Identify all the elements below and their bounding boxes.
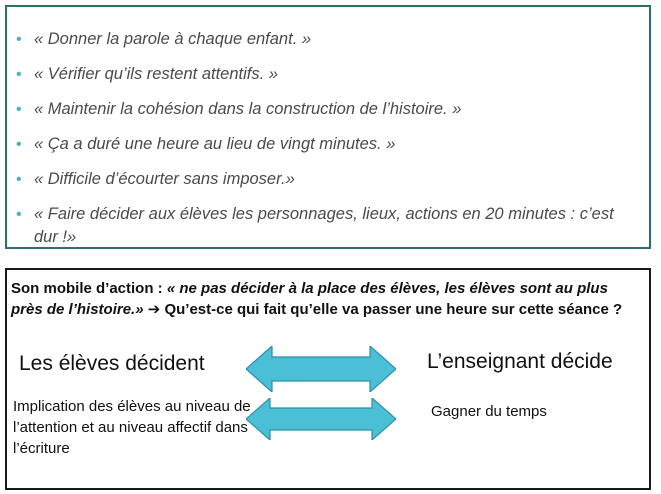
bullet-icon: •	[16, 66, 22, 83]
bullet-icon: •	[16, 31, 22, 48]
double-arrow-icon	[246, 346, 396, 392]
mobile-quote: « ne pas décider à la place des élèves, les élèves sont au plus près de l’histoire.»	[11, 280, 608, 318]
list-item: • « Donner la parole à chaque enfant. »	[16, 28, 636, 51]
quotes-list	[16, 28, 636, 261]
students-decide-label: Les élèves décident	[19, 352, 205, 375]
double-arrow-icon	[246, 398, 396, 440]
list-item: • « Ça a duré une heure au lieu de vingt minutes. »	[16, 133, 636, 156]
teacher-detail: Gagner du temps	[431, 403, 547, 420]
students-detail: Implication des élèves au niveau de l’attention et au niveau affectif dans l’écriture	[13, 398, 251, 457]
list-item: • « Faire décider aux élèves les personnages, lieux, actions en 20 minutes : c’est dur !»	[16, 205, 614, 246]
bullet-icon: •	[16, 136, 22, 153]
bullet-icon: •	[16, 171, 22, 188]
mobile-question: Qu’est-ce qui fait qu’elle va passer une heure sur cette séance ?	[164, 301, 623, 318]
mobile-statement	[11, 278, 641, 320]
list-item: • « Vérifier qu’ils restent attentifs. »	[16, 63, 636, 86]
mobile-prefix: Son mobile d’action :	[11, 280, 167, 297]
teacher-decides-label: L’enseignant décide	[427, 350, 613, 373]
arrow-glyph: ➔	[143, 301, 165, 318]
bullet-icon: •	[16, 206, 22, 223]
bullet-icon: •	[16, 101, 22, 118]
list-item: • « Maintenir la cohésion dans la construction de l’histoire. »	[16, 98, 636, 121]
list-item: • « Difficile d’écourter sans imposer.»	[16, 168, 636, 191]
